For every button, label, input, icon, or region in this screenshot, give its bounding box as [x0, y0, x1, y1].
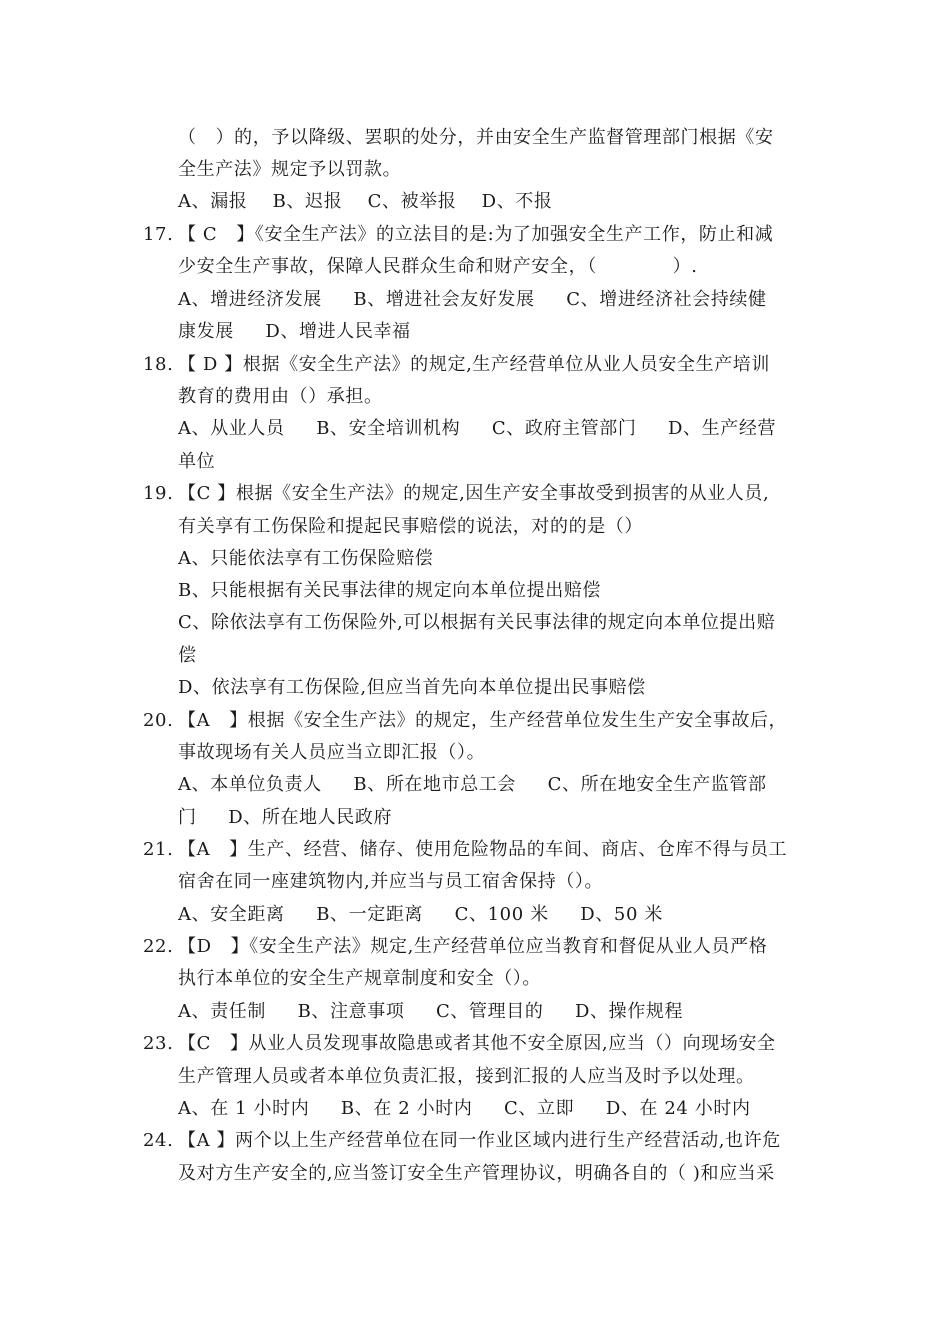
- text-line: 【A 】两个以上生产经营单位在同一作业区域内进行生产经营活动,也许危: [178, 1130, 781, 1151]
- text-line: 【A 】根据《安全生产法》的规定，生产经营单位发生生产安全事故后，: [178, 710, 788, 731]
- text-line: A、漏报 B、迟报 C、被举报 D、不报: [178, 191, 553, 212]
- text-line: A、本单位负责人 B、所在地市总工会 C、所在地安全生产监管部: [178, 774, 767, 795]
- text-line: 事故现场有关人员应当立即汇报（）。: [178, 742, 486, 763]
- text-line: D、依法享有工伤保险,但应当首先向本单位提出民事赔偿: [178, 677, 646, 698]
- text-line: A、安全距离 B、一定距离 C、100 米 D、50 米: [178, 904, 663, 925]
- text-line: A、责任制 B、注意事项 C、管理目的 D、操作规程: [178, 1001, 684, 1022]
- text-line: 单位: [178, 451, 216, 472]
- text-line: 有关享有工伤保险和提起民事赔偿的说法，对的的是（）: [178, 516, 643, 537]
- question-number: 22.: [143, 936, 174, 957]
- text-line: 【C 】根据《安全生产法》的规定,因生产安全事故受到损害的从业人员,: [178, 483, 770, 504]
- text-line: 教育的费用由（）承担。: [178, 386, 383, 407]
- question-number: 18.: [143, 354, 174, 375]
- text-line: A、增进经济发展 B、增进社会友好发展 C、增进经济社会持续健: [178, 289, 767, 310]
- question-number: 17.: [143, 224, 174, 245]
- text-line: A、只能依法享有工伤保险赔偿: [178, 548, 434, 569]
- text-line: 【 D 】根据《安全生产法》的规定,生产经营单位从业人员安全生产培训: [178, 354, 770, 375]
- text-line: 及对方生产安全的,应当签订安全生产管理协议，明确各自的（ )和应当采: [178, 1163, 775, 1184]
- text-line: A、从业人员 B、安全培训机构 C、政府主管部门 D、生产经营: [178, 418, 777, 439]
- text-line: 全生产法》规定予以罚款。: [178, 159, 402, 180]
- text-line: 生产管理人员或者本单位负责汇报，接到汇报的人应当及时予以处理。: [178, 1066, 755, 1087]
- text-line: （ ）的，予以降级、罢职的处分，并由安全生产监督管理部门根据《安: [178, 127, 774, 148]
- text-line: C、除依法享有工伤保险外,可以根据有关民事法律的规定向本单位提出赔: [178, 612, 776, 633]
- question-number: 24.: [143, 1130, 174, 1151]
- text-line: 门 D、所在地人民政府: [178, 807, 393, 828]
- question-number: 23.: [143, 1033, 174, 1054]
- text-line: 【D 】《安全生产法》规定,生产经营单位应当教育和督促从业人员严格: [178, 936, 768, 957]
- text-line: 【A 】生产、经营、储存、使用危险物品的车间、商店、仓库不得与员工: [178, 839, 788, 860]
- text-line: 少安全生产事故，保障人民群众生命和财产安全，（ ）.: [178, 256, 698, 277]
- text-line: 偿: [178, 645, 197, 666]
- text-line: 【 C 】《安全生产法》的立法目的是:为了加强安全生产工作，防止和减: [178, 224, 774, 245]
- question-number: 21.: [143, 839, 174, 860]
- text-line: A、在 1 小时内 B、在 2 小时内 C、立即 D、在 24 小时内: [178, 1098, 751, 1119]
- question-number: 20.: [143, 710, 174, 731]
- text-line: 宿舍在同一座建筑物内,并应当与员工宿舍保持（）。: [178, 871, 604, 892]
- text-line: 【C 】从业人员发现事故隐患或者其他不安全原因,应当（）向现场安全: [178, 1033, 776, 1054]
- text-line: 康发展 D、增进人民幸福: [178, 321, 411, 342]
- question-number: 19.: [143, 483, 174, 504]
- text-line: 执行本单位的安全生产规章制度和安全（）。: [178, 968, 541, 989]
- text-line: B、只能根据有关民事法律的规定向本单位提出赔偿: [178, 580, 602, 601]
